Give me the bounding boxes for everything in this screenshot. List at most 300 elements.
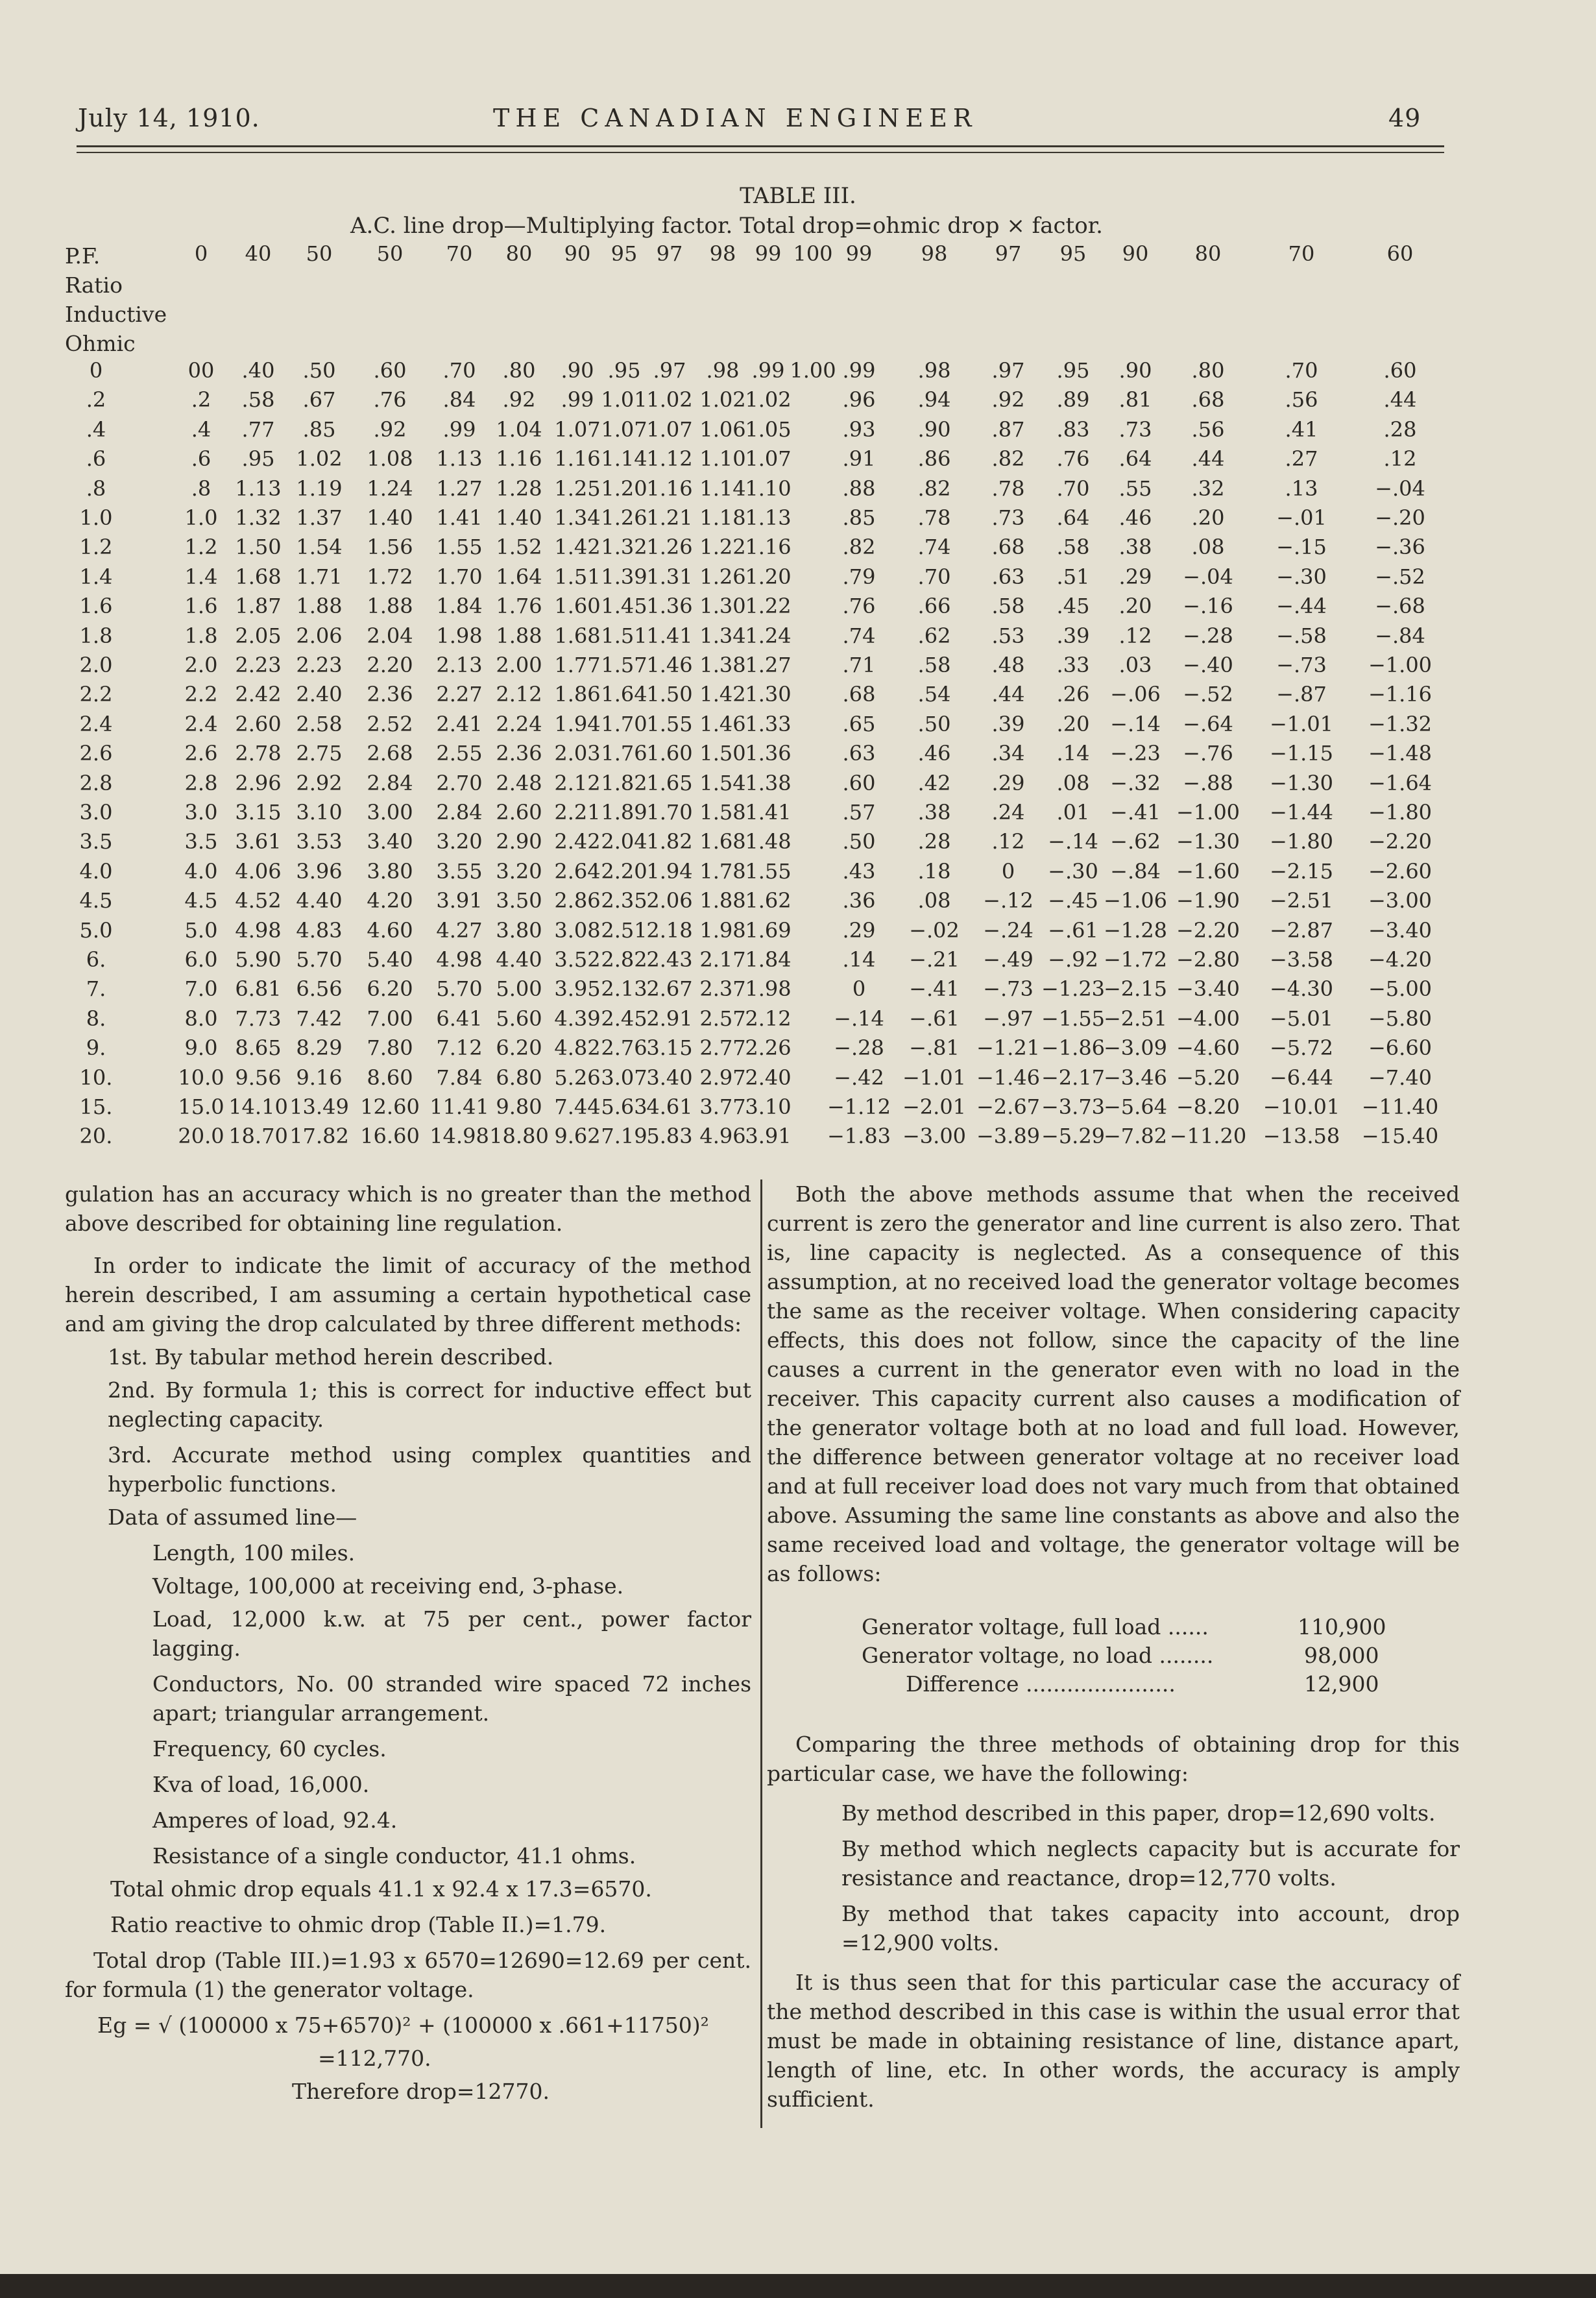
factor-cell: .26 bbox=[1056, 682, 1090, 707]
factor-cell: 5.40 bbox=[367, 947, 413, 972]
ratio-cell: .2 bbox=[86, 387, 106, 413]
factor-cell: .64 bbox=[1056, 505, 1090, 530]
factor-cell: 1.77 bbox=[554, 653, 601, 677]
factor-cell: .99 bbox=[442, 417, 476, 442]
factor-cell: 1.8 bbox=[184, 623, 218, 648]
factor-cell: −.76 bbox=[1183, 741, 1233, 766]
factor-cell: 1.19 bbox=[296, 476, 343, 501]
ratio-cell: 2.8 bbox=[79, 770, 113, 795]
factor-cell: −.14 bbox=[834, 1006, 884, 1031]
factor-cell: 1.36 bbox=[646, 594, 693, 619]
factor-cell: 1.76 bbox=[601, 741, 647, 766]
pf-column-header: 100 bbox=[793, 241, 833, 266]
factor-cell: −1.16 bbox=[1368, 682, 1433, 707]
factor-cell: −.45 bbox=[1048, 888, 1098, 913]
factor-cell: −.21 bbox=[909, 947, 960, 972]
factor-cell: −2.20 bbox=[1368, 829, 1433, 854]
factor-cell: 1.08 bbox=[367, 446, 413, 472]
factor-cell: .58 bbox=[917, 653, 951, 677]
factor-cell: 3.5 bbox=[184, 829, 218, 854]
factor-cell: 2.20 bbox=[367, 653, 413, 677]
factor-cell: 1.34 bbox=[554, 505, 601, 530]
factor-cell: 1.13 bbox=[745, 505, 792, 530]
factor-cell: 3.10 bbox=[745, 1095, 792, 1119]
factor-cell: .62 bbox=[917, 623, 951, 648]
factor-cell: 6.20 bbox=[367, 976, 413, 1002]
data-item: Frequency, 60 cycles. bbox=[152, 1736, 387, 1761]
factor-cell: 3.40 bbox=[646, 1065, 693, 1090]
factor-cell: −3.46 bbox=[1103, 1065, 1168, 1090]
factor-cell: 1.26 bbox=[699, 564, 746, 589]
ratio-cell: 15. bbox=[79, 1095, 113, 1119]
factor-cell: .34 bbox=[991, 741, 1025, 766]
ratio-cell: 1.4 bbox=[79, 564, 113, 589]
factor-cell: 2.58 bbox=[296, 711, 343, 736]
factor-cell: −.44 bbox=[1276, 594, 1327, 619]
factor-cell: 8.60 bbox=[367, 1065, 413, 1090]
factor-cell: 3.50 bbox=[496, 888, 542, 913]
factor-cell: −.14 bbox=[1110, 711, 1161, 736]
factor-cell: .56 bbox=[1285, 387, 1318, 413]
ratio-cell: 2.6 bbox=[79, 741, 113, 766]
factor-cell: 2.35 bbox=[601, 888, 647, 913]
factor-cell: 7.44 bbox=[554, 1095, 601, 1119]
factor-cell: .95 bbox=[607, 358, 641, 383]
factor-cell: .98 bbox=[706, 358, 740, 383]
factor-cell: .56 bbox=[1191, 417, 1225, 442]
factor-cell: .42 bbox=[917, 770, 951, 795]
factor-cell: 1.76 bbox=[496, 594, 542, 619]
factor-cell: −.16 bbox=[1183, 594, 1233, 619]
factor-cell: .93 bbox=[842, 417, 876, 442]
factor-cell: .48 bbox=[991, 653, 1025, 677]
factor-cell: 8.29 bbox=[296, 1035, 343, 1061]
factor-cell: 3.55 bbox=[436, 858, 483, 884]
factor-cell: −5.29 bbox=[1041, 1124, 1106, 1149]
paragraph: gulation has an accuracy which is no greater than the method above described for obtaining line regulation. bbox=[65, 1181, 751, 1236]
gen-no-load-value: 98,000 bbox=[1304, 1643, 1379, 1668]
factor-cell: −2.80 bbox=[1176, 947, 1240, 972]
factor-cell: .74 bbox=[842, 623, 876, 648]
factor-cell: 2.17 bbox=[699, 947, 746, 972]
factor-cell: 9.0 bbox=[184, 1035, 218, 1061]
factor-cell: .39 bbox=[1056, 623, 1090, 648]
factor-cell: 1.46 bbox=[699, 711, 746, 736]
factor-cell: 1.48 bbox=[745, 829, 792, 854]
factor-cell: 11.41 bbox=[429, 1095, 489, 1119]
factor-cell: −3.00 bbox=[902, 1124, 967, 1149]
factor-cell: 3.40 bbox=[367, 829, 413, 854]
factor-cell: 1.02 bbox=[745, 387, 792, 413]
factor-cell: 7.00 bbox=[367, 1006, 413, 1031]
factor-cell: .82 bbox=[842, 535, 876, 560]
issue-date: July 14, 1910. bbox=[78, 104, 260, 132]
result-item: By method which neglects capacity but is accurate for resistance and reactance, drop=12,770 volts. bbox=[841, 1836, 1460, 1891]
factor-cell: 1.20 bbox=[601, 476, 647, 501]
factor-cell: .32 bbox=[1191, 476, 1225, 501]
factor-cell: −3.00 bbox=[1368, 888, 1433, 913]
factor-cell: .29 bbox=[842, 917, 876, 943]
factor-cell: 1.46 bbox=[646, 653, 693, 677]
factor-cell: 7.42 bbox=[296, 1006, 343, 1031]
factor-cell: 1.31 bbox=[646, 564, 693, 589]
column-rule bbox=[760, 1179, 762, 2128]
factor-cell: 2.40 bbox=[745, 1065, 792, 1090]
factor-cell: 4.60 bbox=[367, 917, 413, 943]
factor-cell: 2.04 bbox=[367, 623, 413, 648]
factor-cell: 2.26 bbox=[745, 1035, 792, 1061]
factor-cell: −5.00 bbox=[1368, 976, 1433, 1002]
factor-cell: 2.06 bbox=[646, 888, 693, 913]
factor-cell: 2.36 bbox=[367, 682, 413, 707]
factor-cell: −1.60 bbox=[1176, 858, 1240, 884]
calc-line: Total drop (Table III.)=1.93 x 6570=12690=12.69 per cent. for formula (1) the generator voltage. bbox=[65, 1948, 751, 2002]
factor-cell: .20 bbox=[1056, 711, 1090, 736]
factor-cell: 4.0 bbox=[184, 858, 218, 884]
factor-cell: 1.07 bbox=[646, 417, 693, 442]
factor-cell: 1.30 bbox=[699, 594, 746, 619]
factor-cell: 1.98 bbox=[745, 976, 792, 1002]
ratio-cell: 1.6 bbox=[79, 594, 113, 619]
factor-cell: 20.0 bbox=[178, 1124, 224, 1149]
factor-cell: 2.52 bbox=[367, 711, 413, 736]
factor-cell: −6.44 bbox=[1269, 1065, 1334, 1090]
factor-cell: 1.72 bbox=[367, 564, 413, 589]
factor-cell: 5.60 bbox=[496, 1006, 542, 1031]
pf-column-header: 80 bbox=[505, 241, 533, 266]
factor-cell: 0 bbox=[852, 976, 866, 1002]
pf-column-header: 97 bbox=[995, 241, 1022, 266]
factor-cell: 2.43 bbox=[646, 947, 693, 972]
factor-cell: 1.24 bbox=[367, 476, 413, 501]
factor-cell: .18 bbox=[917, 858, 951, 884]
factor-cell: .68 bbox=[991, 535, 1025, 560]
factor-cell: 2.84 bbox=[367, 770, 413, 795]
factor-cell: .27 bbox=[1285, 446, 1318, 472]
factor-cell: −.20 bbox=[1375, 505, 1425, 530]
pf-column-header: 90 bbox=[1122, 241, 1149, 266]
factor-cell: 1.88 bbox=[367, 594, 413, 619]
factor-cell: 5.83 bbox=[646, 1124, 693, 1149]
factor-cell: 4.52 bbox=[235, 888, 282, 913]
factor-cell: 1.21 bbox=[646, 505, 693, 530]
factor-cell: 1.36 bbox=[745, 741, 792, 766]
pf-column-header: 99 bbox=[755, 241, 782, 266]
factor-cell: .80 bbox=[502, 358, 536, 383]
factor-cell: .95 bbox=[241, 446, 275, 472]
factor-cell: .87 bbox=[991, 417, 1025, 442]
data-item: Kva of load, 16,000. bbox=[152, 1772, 370, 1797]
factor-cell: 2.91 bbox=[646, 1006, 693, 1031]
factor-cell: 1.07 bbox=[554, 417, 601, 442]
factor-cell: 1.32 bbox=[601, 535, 647, 560]
factor-cell: 1.62 bbox=[745, 888, 792, 913]
factor-cell: −1.15 bbox=[1269, 741, 1334, 766]
factor-cell: −.88 bbox=[1183, 770, 1233, 795]
factor-cell: .55 bbox=[1118, 476, 1152, 501]
factor-cell: 1.39 bbox=[601, 564, 647, 589]
factor-cell: −2.20 bbox=[1176, 917, 1240, 943]
paragraph: In order to indicate the limit of accuracy of the method herein described, I am assuming a certain hypothetical case and am giving the drop calculated by three different methods: bbox=[65, 1253, 751, 1336]
factor-cell: .50 bbox=[302, 358, 336, 383]
factor-cell: .13 bbox=[1285, 476, 1318, 501]
factor-cell: 1.07 bbox=[601, 417, 647, 442]
calc-line: Ratio reactive to ohmic drop (Table II.)=1.79. bbox=[110, 1912, 607, 1937]
factor-cell: −4.30 bbox=[1269, 976, 1334, 1002]
factor-cell: −10.01 bbox=[1263, 1095, 1340, 1119]
factor-cell: .70 bbox=[917, 564, 951, 589]
factor-cell: 18.70 bbox=[228, 1124, 288, 1149]
factor-cell: 1.88 bbox=[699, 888, 746, 913]
factor-cell: .90 bbox=[917, 417, 951, 442]
factor-cell: 1.64 bbox=[496, 564, 542, 589]
pf-column-header: 40 bbox=[245, 241, 272, 266]
factor-cell: −2.51 bbox=[1103, 1006, 1168, 1031]
factor-cell: .68 bbox=[1191, 387, 1225, 413]
factor-cell: −1.44 bbox=[1269, 800, 1334, 825]
factor-cell: 2.77 bbox=[699, 1035, 746, 1061]
factor-cell: 1.58 bbox=[699, 800, 746, 825]
factor-cell: 1.82 bbox=[646, 829, 693, 854]
factor-cell: −.92 bbox=[1048, 947, 1098, 972]
factor-cell: .65 bbox=[842, 711, 876, 736]
factor-cell: −3.09 bbox=[1103, 1035, 1168, 1061]
ratio-cell: 6. bbox=[86, 947, 106, 972]
factor-cell: −1.12 bbox=[827, 1095, 891, 1119]
factor-cell: 1.52 bbox=[496, 535, 542, 560]
factor-cell: .97 bbox=[653, 358, 686, 383]
factor-cell: 5.63 bbox=[601, 1095, 647, 1119]
factor-cell: .63 bbox=[991, 564, 1025, 589]
ratio-cell: 2.2 bbox=[79, 682, 113, 707]
ratio-cell: 2.0 bbox=[79, 653, 113, 677]
factor-cell: 1.45 bbox=[601, 594, 647, 619]
factor-cell: 1.32 bbox=[235, 505, 282, 530]
factor-cell: 1.0 bbox=[184, 505, 218, 530]
factor-cell: 2.05 bbox=[235, 623, 282, 648]
factor-cell: .71 bbox=[842, 653, 876, 677]
factor-cell: 5.26 bbox=[554, 1065, 601, 1090]
factor-cell: 1.38 bbox=[745, 770, 792, 795]
factor-cell: −1.64 bbox=[1368, 770, 1433, 795]
factor-cell: 2.12 bbox=[496, 682, 542, 707]
factor-cell: −8.20 bbox=[1176, 1095, 1240, 1119]
factor-cell: 3.95 bbox=[554, 976, 601, 1002]
factor-cell: .28 bbox=[917, 829, 951, 854]
factor-cell: 2.4 bbox=[184, 711, 218, 736]
ratio-cell: .8 bbox=[86, 476, 106, 501]
factor-cell: −1.72 bbox=[1103, 947, 1168, 972]
factor-cell: 4.20 bbox=[367, 888, 413, 913]
factor-cell: 2.90 bbox=[496, 829, 542, 854]
factor-cell: 8.65 bbox=[235, 1035, 282, 1061]
factor-cell: 2.55 bbox=[436, 741, 483, 766]
factor-cell: .67 bbox=[302, 387, 336, 413]
factor-cell: 2.67 bbox=[646, 976, 693, 1002]
factor-cell: 1.26 bbox=[601, 505, 647, 530]
factor-cell: −4.00 bbox=[1176, 1006, 1240, 1031]
factor-cell: 1.37 bbox=[296, 505, 343, 530]
factor-cell: .91 bbox=[842, 446, 876, 472]
factor-cell: 2.12 bbox=[554, 770, 601, 795]
pf-label: P.F. bbox=[65, 243, 101, 269]
factor-cell: 1.98 bbox=[699, 917, 746, 943]
factor-cell: −.81 bbox=[909, 1035, 960, 1061]
factor-cell: −1.00 bbox=[1176, 800, 1240, 825]
factor-cell: 1.87 bbox=[235, 594, 282, 619]
pf-column-header: 70 bbox=[446, 241, 473, 266]
factor-cell: .08 bbox=[1056, 770, 1090, 795]
paragraph: Both the above methods assume that when the received current is zero the generator and line current is also zero. That is, line capacity is neglected. As a consequence of this assumption, at no received load the generator voltage becomes the same as the receiver voltage. When considering capacity effects, this does not follow, since the capacity of the line causes a current in the generator even with no load in the receiver. This capacity current also causes a modification of the generator voltage both at no load and full load. However, the difference between generator voltage at no receiver load and at full receiver load does not vary much from that obtained above. Assuming the same line constants as above and also the same received load and voltage, the generator voltage will be as follows: bbox=[767, 1181, 1460, 1586]
factor-cell: 2.8 bbox=[184, 770, 218, 795]
factor-cell: 1.2 bbox=[184, 535, 218, 560]
factor-cell: 1.41 bbox=[745, 800, 792, 825]
factor-cell: 1.86 bbox=[554, 682, 601, 707]
factor-cell: .81 bbox=[1118, 387, 1152, 413]
ratio-cell: 0 bbox=[89, 358, 103, 383]
factor-cell: .99 bbox=[751, 358, 785, 383]
data-item: Load, 12,000 k.w. at 75 per cent., power factor lagging. bbox=[152, 1606, 751, 1661]
factor-cell: −2.15 bbox=[1269, 858, 1334, 884]
factor-cell: .43 bbox=[842, 858, 876, 884]
factor-cell: 1.24 bbox=[745, 623, 792, 648]
factor-cell: .08 bbox=[1191, 535, 1225, 560]
factor-cell: .38 bbox=[917, 800, 951, 825]
ratio-cell: 4.0 bbox=[79, 858, 113, 884]
factor-cell: −11.40 bbox=[1361, 1095, 1439, 1119]
factor-cell: .44 bbox=[1383, 387, 1417, 413]
factor-cell: 4.98 bbox=[235, 917, 282, 943]
factor-cell: 2.04 bbox=[601, 829, 647, 854]
factor-cell: −3.58 bbox=[1269, 947, 1334, 972]
factor-cell: 0 bbox=[1001, 858, 1015, 884]
factor-cell: 4.83 bbox=[296, 917, 343, 943]
factor-cell: 1.06 bbox=[699, 417, 746, 442]
factor-cell: 1.22 bbox=[745, 594, 792, 619]
factor-cell: .78 bbox=[991, 476, 1025, 501]
factor-cell: 5.70 bbox=[436, 976, 483, 1002]
gen-full-load-value: 110,900 bbox=[1298, 1614, 1386, 1639]
factor-cell: −3.40 bbox=[1176, 976, 1240, 1002]
factor-cell: 13.49 bbox=[289, 1095, 349, 1119]
factor-cell: −.23 bbox=[1110, 741, 1161, 766]
factor-cell: 1.54 bbox=[296, 535, 343, 560]
factor-cell: .88 bbox=[842, 476, 876, 501]
factor-cell: 1.88 bbox=[496, 623, 542, 648]
pf-column-header: 98 bbox=[709, 241, 736, 266]
factor-cell: −1.01 bbox=[1269, 711, 1334, 736]
difference-label: Difference ...................... bbox=[906, 1671, 1176, 1697]
factor-cell: .12 bbox=[1383, 446, 1417, 472]
ratio-label: Ratio bbox=[65, 272, 123, 298]
factor-cell: 1.68 bbox=[699, 829, 746, 854]
factor-cell: 2.97 bbox=[699, 1065, 746, 1090]
journal-title: THE CANADIAN ENGINEER bbox=[493, 104, 978, 132]
factor-cell: .14 bbox=[1056, 741, 1090, 766]
factor-cell: .60 bbox=[373, 358, 407, 383]
factor-cell: 2.36 bbox=[496, 741, 542, 766]
factor-cell: 7.19 bbox=[601, 1124, 647, 1149]
factor-cell: 6.0 bbox=[184, 947, 218, 972]
factor-cell: 2.76 bbox=[601, 1035, 647, 1061]
factor-cell: 4.39 bbox=[554, 1006, 601, 1031]
factor-cell: .90 bbox=[1118, 358, 1152, 383]
factor-cell: .58 bbox=[241, 387, 275, 413]
ohmic-label: Ohmic bbox=[65, 331, 136, 356]
factor-cell: 8.0 bbox=[184, 1006, 218, 1031]
factor-cell: −1.00 bbox=[1368, 653, 1433, 677]
factor-cell: 3.20 bbox=[436, 829, 483, 854]
factor-cell: 2.23 bbox=[235, 653, 282, 677]
factor-cell: 1.13 bbox=[436, 446, 483, 472]
factor-cell: 1.51 bbox=[601, 623, 647, 648]
factor-cell: −.40 bbox=[1183, 653, 1233, 677]
factor-cell: .38 bbox=[1118, 535, 1152, 560]
factor-cell: −.28 bbox=[1183, 623, 1233, 648]
factor-cell: 3.00 bbox=[367, 800, 413, 825]
factor-cell: 6.80 bbox=[496, 1065, 542, 1090]
factor-cell: .60 bbox=[842, 770, 876, 795]
factor-cell: −.42 bbox=[834, 1065, 884, 1090]
ratio-cell: 4.5 bbox=[79, 888, 113, 913]
factor-cell: 3.15 bbox=[235, 800, 282, 825]
factor-cell: .92 bbox=[991, 387, 1025, 413]
factor-cell: .63 bbox=[842, 741, 876, 766]
factor-cell: −.41 bbox=[909, 976, 960, 1002]
factor-cell: −.04 bbox=[1183, 564, 1233, 589]
factor-cell: .44 bbox=[991, 682, 1025, 707]
factor-cell: −6.60 bbox=[1368, 1035, 1433, 1061]
factor-cell: −5.64 bbox=[1103, 1095, 1168, 1119]
ratio-cell: 3.5 bbox=[79, 829, 113, 854]
factor-cell: −.97 bbox=[983, 1006, 1034, 1031]
factor-cell: 3.80 bbox=[367, 858, 413, 884]
factor-cell: 1.70 bbox=[601, 711, 647, 736]
factor-cell: −.84 bbox=[1110, 858, 1161, 884]
inductive-label: Inductive bbox=[65, 302, 167, 327]
factor-cell: .96 bbox=[842, 387, 876, 413]
factor-cell: 2.60 bbox=[235, 711, 282, 736]
factor-cell: .95 bbox=[1056, 358, 1090, 383]
factor-cell: .64 bbox=[1118, 446, 1152, 472]
factor-cell: 1.41 bbox=[646, 623, 693, 648]
factor-cell: .57 bbox=[842, 800, 876, 825]
factor-cell: .60 bbox=[1383, 358, 1417, 383]
factor-cell: .54 bbox=[917, 682, 951, 707]
factor-cell: −1.83 bbox=[827, 1124, 891, 1149]
factor-cell: 3.20 bbox=[496, 858, 542, 884]
factor-cell: −4.20 bbox=[1368, 947, 1433, 972]
factor-cell: −.64 bbox=[1183, 711, 1233, 736]
factor-cell: 2.48 bbox=[496, 770, 542, 795]
factor-cell: 2.78 bbox=[235, 741, 282, 766]
factor-cell: 2.92 bbox=[296, 770, 343, 795]
data-item: Amperes of load, 92.4. bbox=[152, 1808, 398, 1833]
factor-cell: .68 bbox=[842, 682, 876, 707]
factor-cell: 7.12 bbox=[436, 1035, 483, 1061]
factor-cell: 18.80 bbox=[489, 1124, 549, 1149]
factor-cell: 2.21 bbox=[554, 800, 601, 825]
factor-cell: 3.0 bbox=[184, 800, 218, 825]
ratio-cell: 20. bbox=[79, 1124, 113, 1149]
factor-cell: 1.42 bbox=[554, 535, 601, 560]
ratio-cell: 8. bbox=[86, 1006, 106, 1031]
factor-cell: .66 bbox=[917, 594, 951, 619]
factor-cell: 1.69 bbox=[745, 917, 792, 943]
factor-cell: −.61 bbox=[909, 1006, 960, 1031]
left-column bbox=[65, 1179, 751, 2110]
factor-cell: −1.86 bbox=[1041, 1035, 1106, 1061]
